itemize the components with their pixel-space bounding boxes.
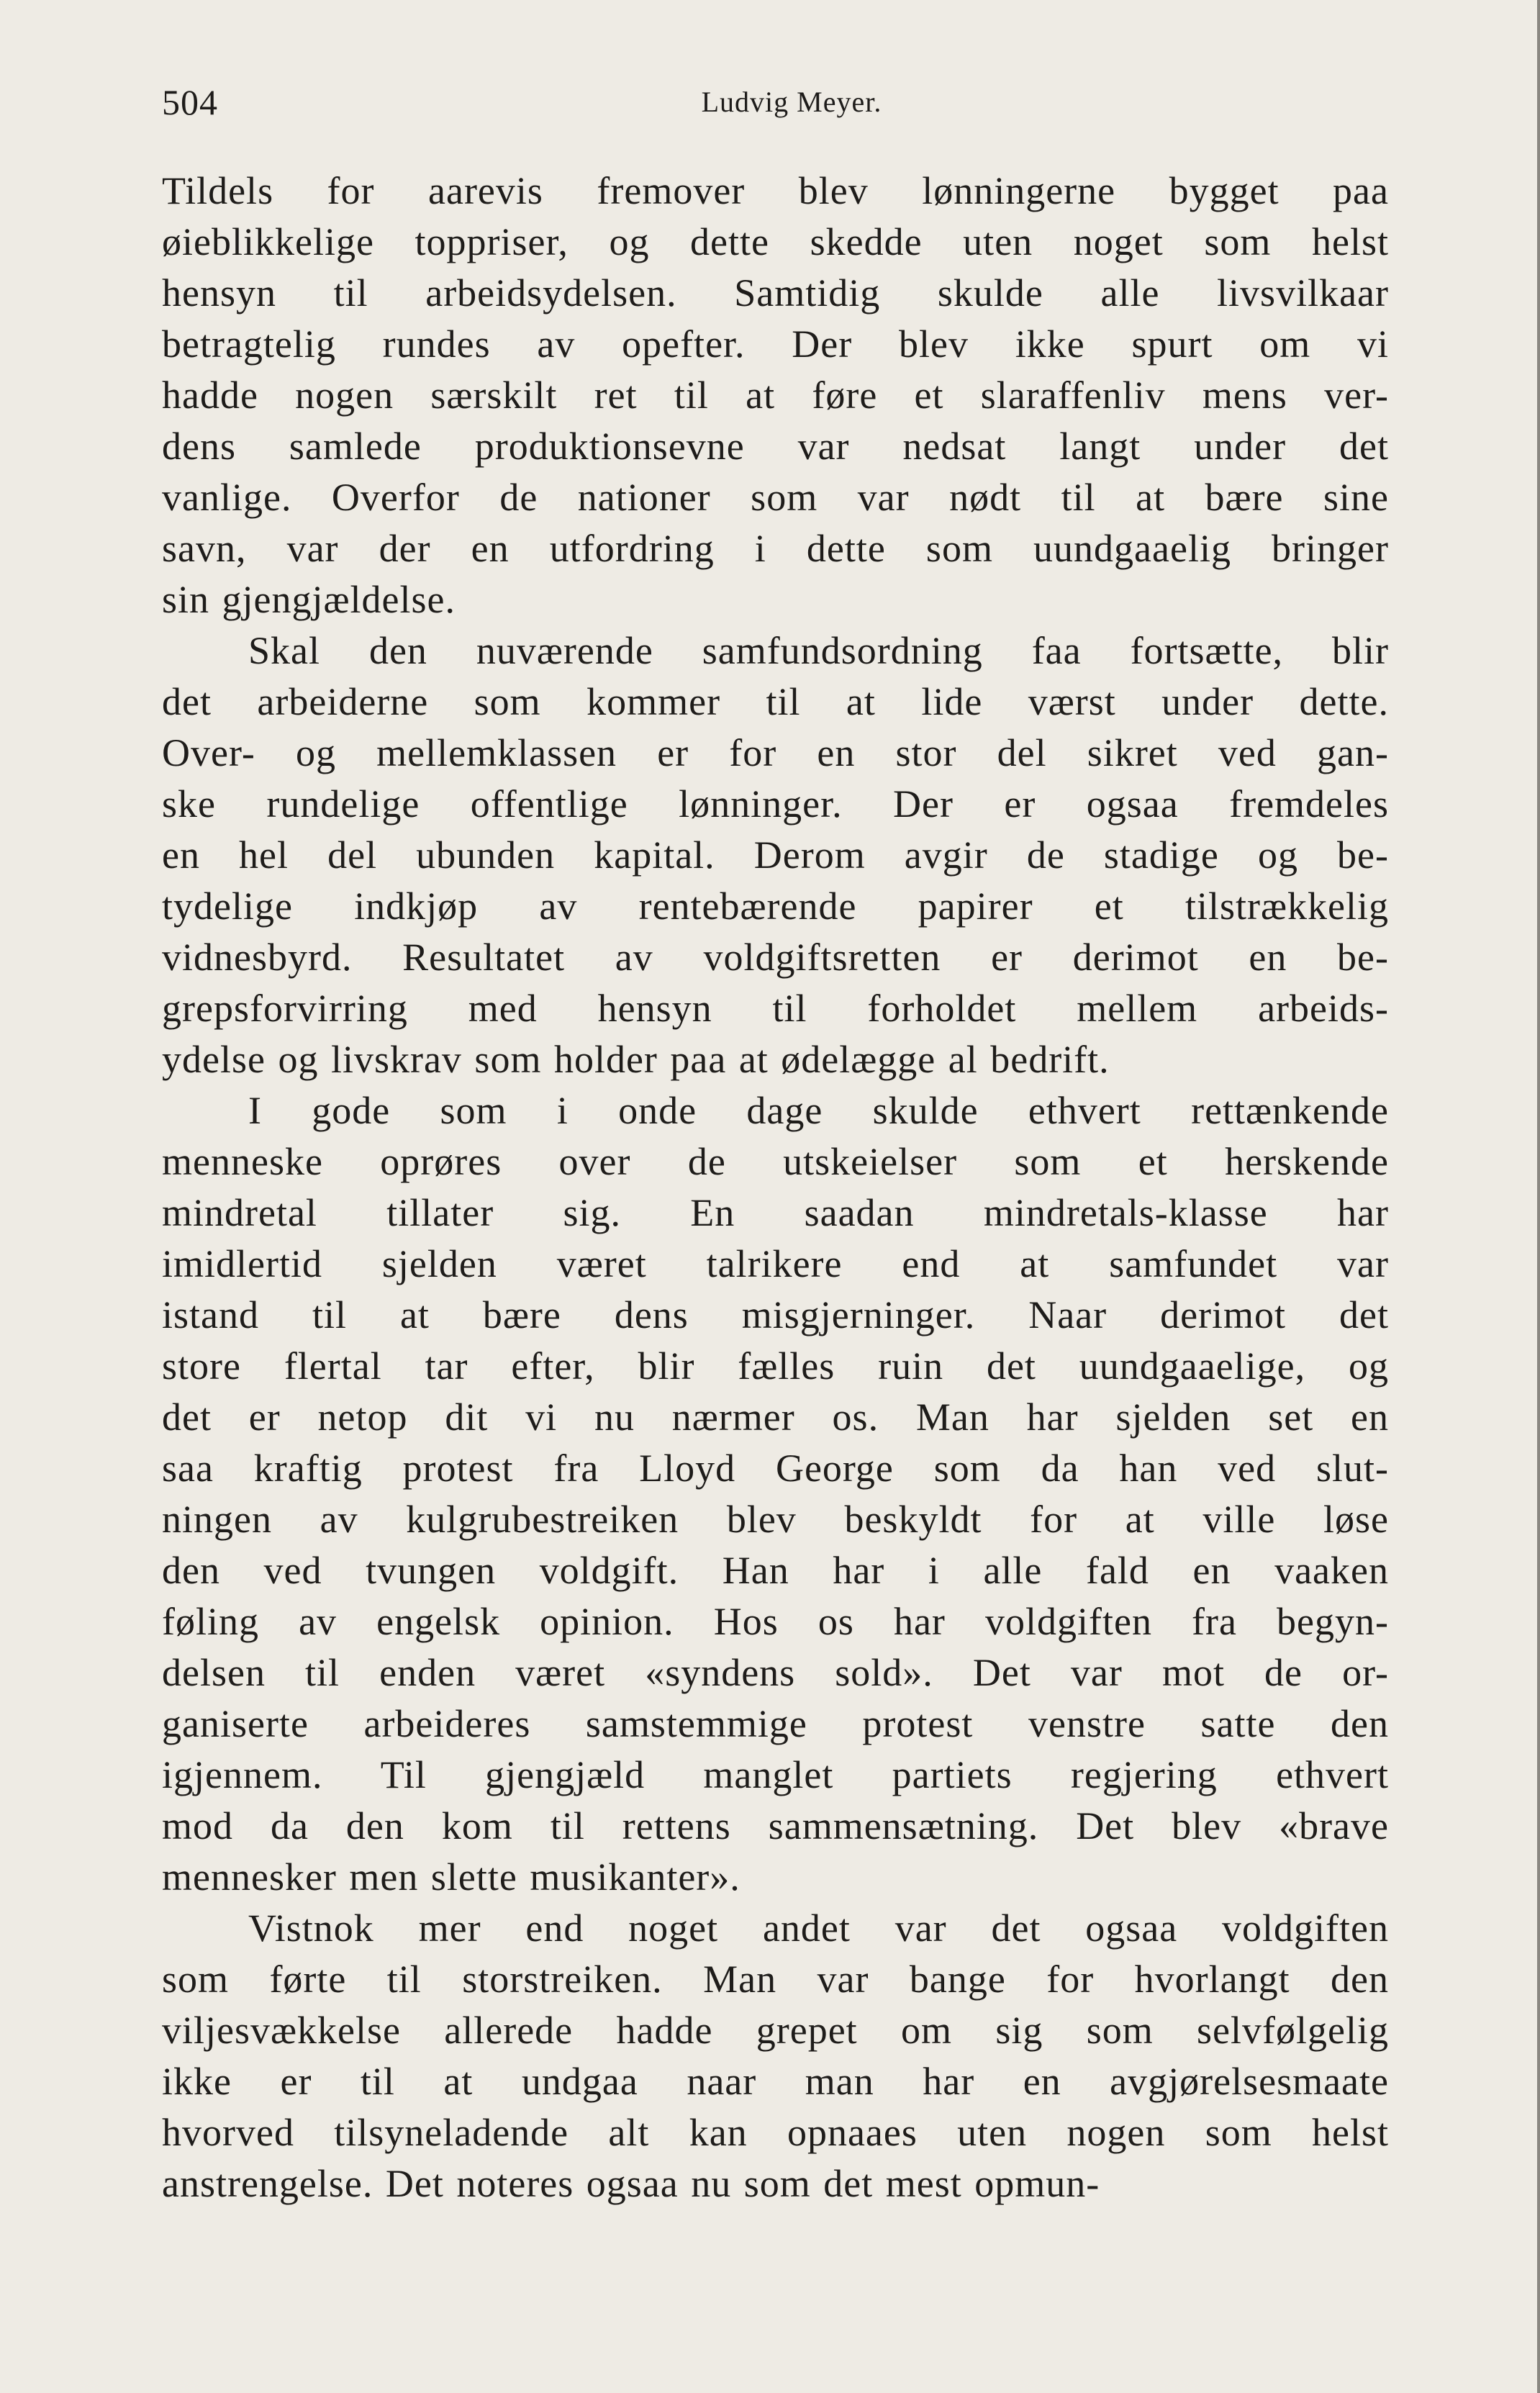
text-line: menneske oprøres over de utskeielser som et herskende — [162, 1140, 1389, 1183]
paragraph — [162, 1903, 1389, 2209]
paragraph — [162, 1085, 1389, 1903]
text-line: sin gjengjældelse. — [162, 578, 456, 621]
text-line: delsen til enden været «syndens sold». Det var mot de or- — [162, 1651, 1389, 1694]
text-line: store flertal tar efter, blir fælles ruin det uundgaaelige, og — [162, 1344, 1389, 1388]
text-line: hadde nogen særskilt ret til at føre et slaraffenliv mens ver- — [162, 374, 1389, 417]
text-line: viljesvækkelse allerede hadde grepet om sig som selvfølgelig — [162, 2009, 1389, 2052]
text-line: ganiserte arbeideres samstemmige protest venstre satte den — [162, 1702, 1389, 1745]
text-line: ydelse og livskrav som holder paa at ødelægge al bedrift. — [162, 1038, 1110, 1081]
text-line: ske rundelige offentlige lønninger. Der er ogsaa fremdeles — [162, 782, 1389, 825]
text-line: ikke er til at undgaa naar man har en avgjørelsesmaate — [162, 2060, 1389, 2103]
text-line: betragtelig rundes av opefter. Der blev ikke spurt om vi — [162, 322, 1389, 366]
text-line: imidlertid sjelden været talrikere end at samfundet var — [162, 1242, 1389, 1285]
page-edge — [1537, 0, 1540, 2393]
body-text — [162, 166, 1389, 2209]
text-line: savn, var der en utfordring i dette som uundgaaelig bringer — [162, 527, 1389, 570]
text-line: vanlige. Overfor de nationer som var nødt til at bære sine — [162, 476, 1389, 519]
text-line: hensyn til arbeidsydelsen. Samtidig skulde alle livsvilkaar — [162, 271, 1389, 315]
text-line: Tildels for aarevis fremover blev lønningerne bygget paa — [162, 169, 1389, 212]
text-line: vidnesbyrd. Resultatet av voldgiftsretten er derimot en be- — [162, 936, 1389, 979]
text-line: som førte til storstreiken. Man var bange for hvorlangt den — [162, 1958, 1389, 2001]
text-line: det er netop dit vi nu nærmer os. Man har sjelden set en — [162, 1395, 1389, 1439]
text-line: det arbeiderne som kommer til at lide værst under dette. — [162, 680, 1389, 723]
text-line: Over- og mellemklassen er for en stor del sikret ved gan- — [162, 731, 1389, 774]
text-line: mennesker men slette musikanter». — [162, 1855, 740, 1899]
text-line: en hel del ubunden kapital. Derom avgir de stadige og be- — [162, 833, 1389, 877]
text-line: saa kraftig protest fra Lloyd George som da han ved slut- — [162, 1447, 1389, 1490]
page-number: 504 — [162, 82, 218, 122]
text-line: mod da den kom til rettens sammensætning. Det blev «brave — [162, 1804, 1389, 1847]
text-line: grepsforvirring med hensyn til forholdet mellem arbeids- — [162, 987, 1389, 1030]
text-line: den ved tvungen voldgift. Han har i alle fald en vaaken — [162, 1549, 1389, 1592]
text-line: øieblikkelige toppriser, og dette skedde uten noget som helst — [162, 220, 1389, 263]
text-line: ningen av kulgrubestreiken blev beskyldt for at ville løse — [162, 1498, 1389, 1541]
text-line: mindretal tillater sig. En saadan mindretals-klasse har — [162, 1191, 1389, 1234]
text-line: dens samlede produktionsevne var nedsat langt under det — [162, 425, 1389, 468]
text-line: hvorved tilsyneladende alt kan opnaaes uten nogen som helst — [162, 2111, 1389, 2154]
paragraph — [162, 625, 1389, 1085]
page-header — [162, 81, 1421, 124]
text-line: igjennem. Til gjengjæld manglet partiets regjering ethvert — [162, 1753, 1389, 1796]
text-line: I gode som i onde dage skulde ethvert rettænkende — [248, 1089, 1389, 1132]
text-line: tydelige indkjøp av rentebærende papirer et tilstrækkelig — [162, 885, 1389, 928]
text-line: Skal den nuværende samfundsordning faa fortsætte, blir — [248, 629, 1389, 672]
text-line: føling av engelsk opinion. Hos os har voldgiften fra begyn- — [162, 1600, 1389, 1643]
text-line: istand til at bære dens misgjerninger. Naar derimot det — [162, 1293, 1389, 1336]
text-line: anstrengelse. Det noteres ogsaa nu som det mest opmun- — [162, 2162, 1100, 2205]
running-head: Ludvig Meyer. — [701, 86, 882, 118]
paragraph — [162, 166, 1389, 625]
text-line: Vistnok mer end noget andet var det ogsaa voldgiften — [248, 1906, 1389, 1950]
